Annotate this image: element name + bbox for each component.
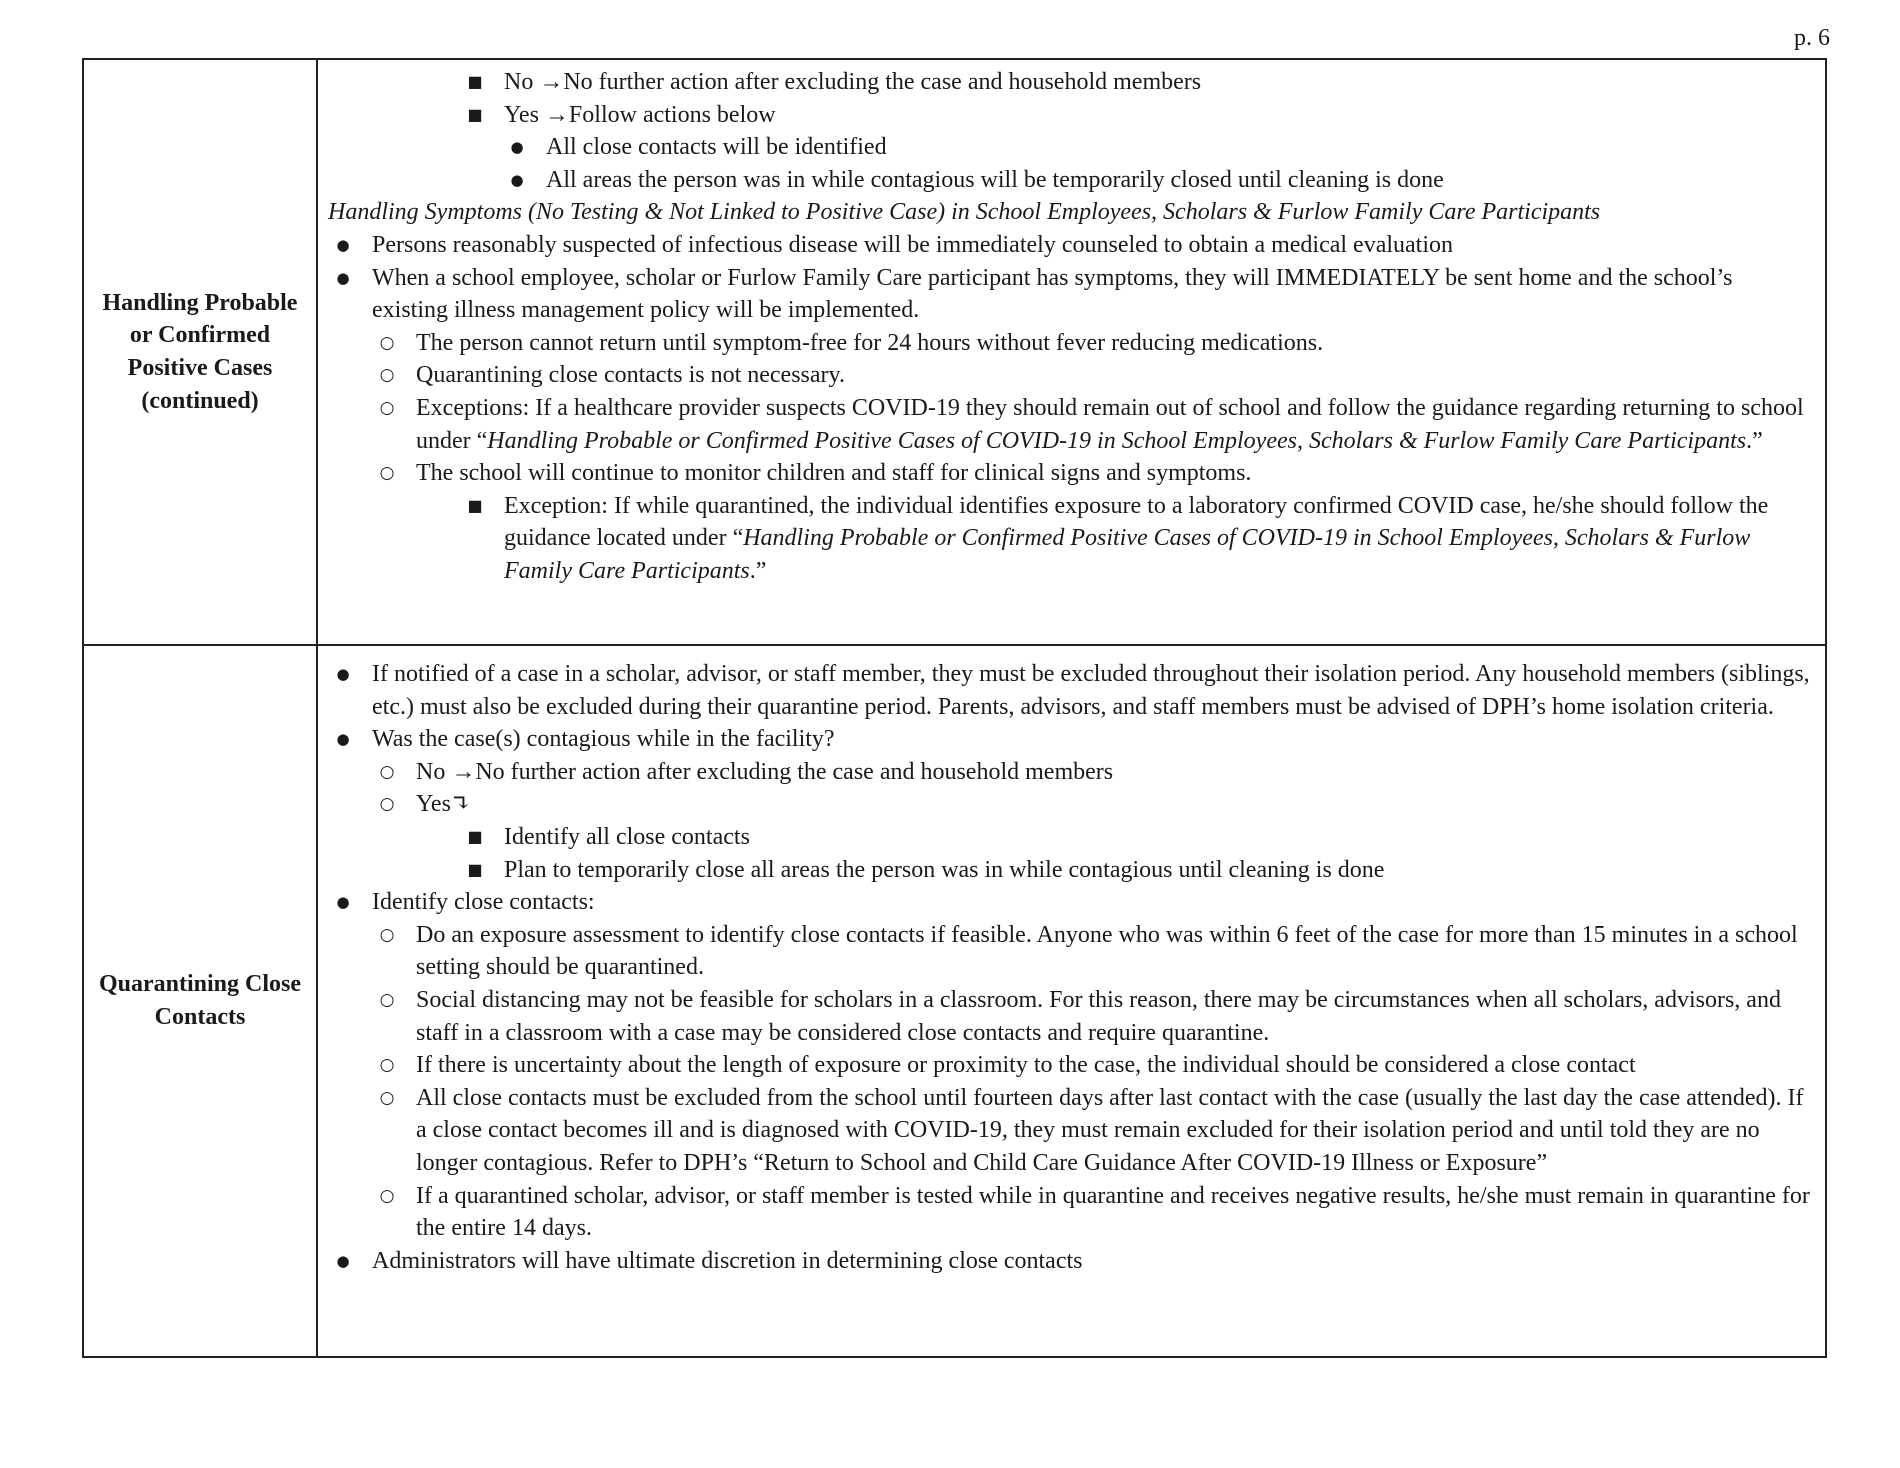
disc-bullet-icon: ●: [336, 893, 350, 912]
list-item: ■ Plan to temporarily close all areas the person was in while contagious until cleaning is done: [328, 854, 1811, 887]
disc-bullet-icon: ●: [336, 730, 350, 749]
list-item: ○ The person cannot return until symptom-free for 24 hours without fever reducing medications.: [328, 327, 1811, 360]
list-item: ○ Exceptions: If a healthcare provider suspects COVID-19 they should remain out of school and follow the guidance regarding returning to school under “Handling Probable or Confirmed Positive Cases of COVID-19 in School Employees, Scholars & Furlow Family Care Participants.”: [328, 392, 1811, 457]
row-label-quarantining: Quarantining Close Contacts: [83, 645, 317, 1357]
disc-bullet-icon: ●: [510, 138, 524, 157]
square-bullet-icon: ■: [467, 495, 483, 515]
list-item: ■ Identify all close contacts: [328, 821, 1811, 854]
circle-bullet-icon: ○: [379, 1087, 395, 1108]
list-item: ■ Yes →Follow actions below: [328, 99, 1811, 132]
subsection-heading: Handling Symptoms (No Testing & Not Linked to Positive Case) in School Employees, Scholars & Furlow Family Care Participants: [328, 199, 1601, 226]
circle-bullet-icon: ○: [379, 365, 395, 386]
list-item: ● Identify close contacts:: [328, 886, 1811, 919]
row-content-handling-cases: [317, 59, 1826, 645]
disc-bullet-icon: ●: [336, 235, 350, 254]
disc-bullet-icon: ●: [336, 1251, 350, 1270]
disc-bullet-icon: ●: [510, 170, 524, 189]
list-item: ○ All close contacts must be excluded from the school until fourteen days after last contact with the case (usually the last day the case attended). If a close contact becomes ill and is diagnosed with COVID-19, they must remain excluded for their isolation period and until told they are no longer contagious. Refer to DPH’s “Return to School and Child Care Guidance After COVID-19 Illness or Exposure”: [328, 1082, 1811, 1180]
table-row-handling-cases: [83, 59, 1826, 645]
table-row-quarantining: [83, 645, 1826, 1357]
list-item: ● All close contacts will be identified: [328, 131, 1811, 164]
list-item: ○ Quarantining close contacts is not necessary.: [328, 359, 1811, 392]
row-content-quarantining: [317, 645, 1826, 1357]
page-number: p. 6: [1794, 25, 1830, 51]
circle-bullet-icon: ○: [379, 794, 395, 815]
list-item: ○ Social distancing may not be feasible for scholars in a classroom. For this reason, there may be circumstances when all scholars, advisors, and staff in a classroom with a case may be considered close contacts and require quarantine.: [328, 984, 1811, 1049]
circle-bullet-icon: ○: [379, 397, 395, 418]
list-item: ● When a school employee, scholar or Furlow Family Care participant has symptoms, they will IMMEDIATELY be sent home and the school’s existing illness management policy will be implemented.: [328, 262, 1811, 327]
circle-bullet-icon: ○: [379, 989, 395, 1010]
list-item: ● Persons reasonably suspected of infectious disease will be immediately counseled to obtain a medical evaluation: [328, 229, 1811, 262]
list-item: ○ If there is uncertainty about the length of exposure or proximity to the case, the individual should be considered a close contact: [328, 1049, 1811, 1082]
circle-bullet-icon: ○: [379, 924, 395, 945]
list-item: ○ Do an exposure assessment to identify close contacts if feasible. Anyone who was within 6 feet of the case for more than 15 minutes in a school setting should be quarantined.: [328, 919, 1811, 984]
policy-table: [82, 58, 1827, 1358]
circle-bullet-icon: ○: [379, 1055, 395, 1076]
square-bullet-icon: ■: [467, 859, 483, 879]
square-bullet-icon: ■: [467, 826, 483, 846]
list-item: ○ If a quarantined scholar, advisor, or staff member is tested while in quarantine and receives negative results, he/she must remain in quarantine for the entire 14 days.: [328, 1180, 1811, 1245]
list-item: ○ No →No further action after excluding the case and household members: [328, 756, 1811, 789]
circle-bullet-icon: ○: [379, 463, 395, 484]
list-item: ● Administrators will have ultimate discretion in determining close contacts: [328, 1245, 1811, 1278]
list-item: ● Was the case(s) contagious while in the facility?: [328, 723, 1811, 756]
square-bullet-icon: ■: [467, 104, 483, 124]
list-item: ● All areas the person was in while contagious will be temporarily closed until cleaning is done: [328, 164, 1811, 197]
circle-bullet-icon: ○: [379, 1185, 395, 1206]
list-item: ■ No →No further action after excluding the case and household members: [328, 66, 1811, 99]
square-bullet-icon: ■: [467, 72, 483, 91]
list-item: ● If notified of a case in a scholar, advisor, or staff member, they must be excluded throughout their isolation period. Any household members (siblings, etc.) must also be excluded during their quarantine period. Parents, advisors, and staff members must be advised of DPH’s home isolation criteria.: [328, 658, 1811, 723]
circle-bullet-icon: ○: [379, 761, 395, 782]
circle-bullet-icon: ○: [379, 332, 395, 353]
list-item: ○ The school will continue to monitor children and staff for clinical signs and symptoms.: [328, 457, 1811, 490]
disc-bullet-icon: ●: [336, 665, 350, 683]
list-item: ■ Exception: If while quarantined, the individual identifies exposure to a laboratory confirmed COVID case, he/she should follow the guidance located under “Handling Probable or Confirmed Positive Cases of COVID-19 in School Employees, Scholars & Furlow Family Care Participants.”: [328, 490, 1811, 588]
row-label-handling-cases: Handling Probable or Confirmed Positive Cases (continued): [83, 59, 317, 645]
list-item: ○ Yes↴: [328, 788, 1811, 821]
disc-bullet-icon: ●: [336, 268, 350, 287]
